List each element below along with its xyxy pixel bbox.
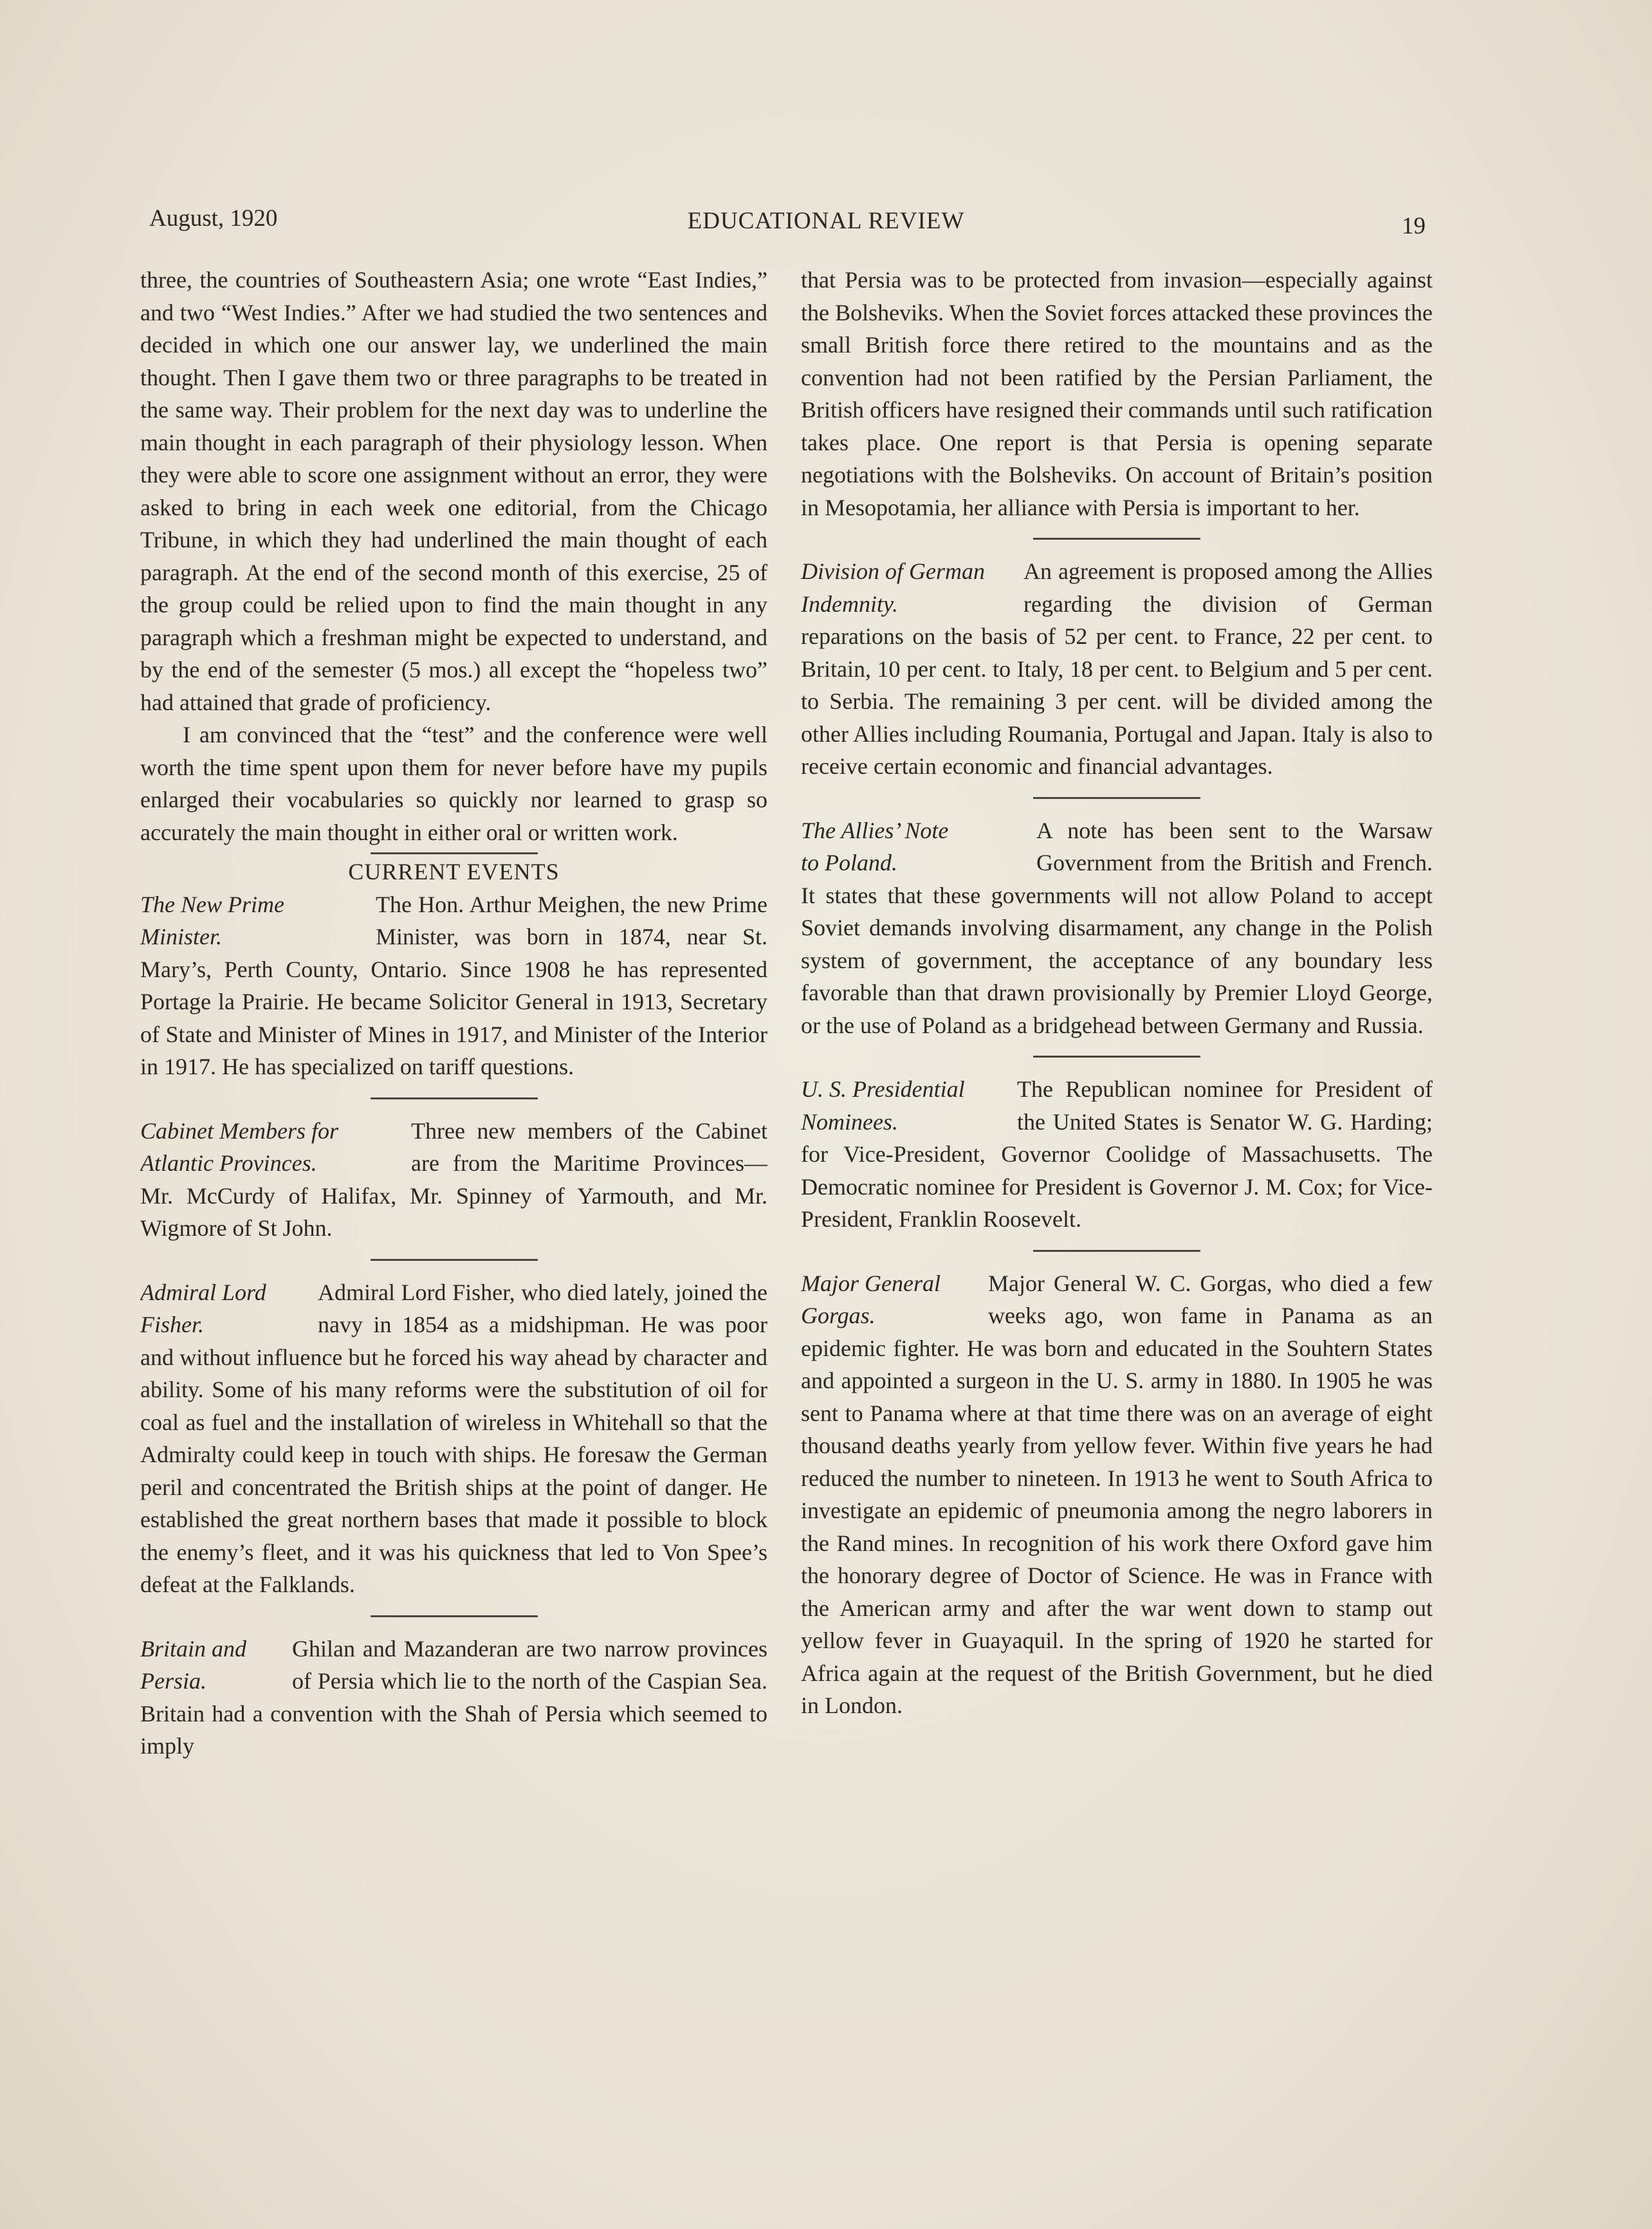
divider [1033,1056,1200,1058]
news-item-title: The Allies’ Note to Poland. [801,817,949,876]
news-item [801,1073,1433,1236]
news-item [801,814,1433,1042]
news-item-text: A note has been sent to the Warsaw Government from the British and French. It states that these governments will not allow Poland to accept Soviet demands involving disarmament, any change in the Polish system of government, the acceptance of any boundary less favorable than that drawn provisionally by Premier Lloyd George, or the use of Poland as a bridgehead between Germany and Russia. [801,817,1433,1038]
news-item [140,1115,767,1245]
left-column [140,264,767,1763]
page-number: 19 [1402,213,1426,239]
news-item-text: Ghilan and Mazanderan are two narrow provinces of Persia which lie to the north of the Caspian Sea. Britain had a convention with the Shah of Persia which seemed to imply [140,1635,767,1759]
news-item-text: The Republican nominee for President of the United States is Senator W. G. Harding; for Vice-President, Governor Coolidge of Massachusetts. The Democratic nominee for President is Governor J. M. Cox; for Vice-President, Franklin Roosevelt. [801,1076,1433,1232]
header-title: EDUCATIONAL REVIEW [687,208,965,234]
page-header [0,205,1652,243]
news-item-text: Three new members of the Cabinet are from the Maritime Provinces—Mr. McCurdy of Halifax, Mr. Spinney of Yarmouth, and Mr. Wigmore of St John. [140,1117,767,1241]
news-item-title: U. S. Presidential Nominees. [801,1076,965,1135]
article-paragraph: I am convinced that the “test” and the conference were well worth the time spent upon them for never before have my pupils enlarged their vocabularies so quickly nor learned to grasp so accurately the main thought in either oral or written work. [140,722,767,845]
divider [371,1615,538,1617]
news-item [140,888,767,1083]
divider [1033,1250,1200,1252]
divider [1033,538,1200,540]
news-item-title: Cabinet Members for Atlantic Provinces. [140,1117,338,1176]
news-item-text: The Hon. Arthur Meighen, the new Prime Minister, was born in 1874, near St. Mary’s, Perth County, Ontario. Since 1908 he has represented Portage la Prairie. He became Solicitor General in 1913, Secretary of State and Minister of Mines in 1917, and Minister of the Interior in 1917. He has specialized on tariff questions. [140,891,767,1079]
news-item-text: Major General W. C. Gorgas, who died a few weeks ago, won fame in Panama as an epidemic fighter. He was born and educated in the Souhtern States and appointed a surgeon in the U. S. army in 1880. In 1905 he was sent to Panama where at that time there was on an average of eight thousand deaths yearly from yellow fever. Within five years he had reduced the number to nineteen. In 1913 he went to South Africa to investigate an epidemic of pneumonia among the negro laborers in the Rand mines. In recognition of his work there Oxford gave him the honorary degree of Doctor of Science. He was in France with the American army and after the war went down to stamp out yellow fever in Guayaquil. In the spring of 1920 he started for Africa again at the request of the British Government, but he died in London. [801,1270,1433,1718]
news-item [801,555,1433,783]
article-paragraph: that Persia was to be protected from invasion—especially against the Bolsheviks. When the Soviet forces attacked these provinces the small British force there retired to the mountains and as the convention had not been ratified by the Persian Parliament, the British officers have resigned their commands until such ratification takes place. One report is that Persia is opening separate negotiations with the Bolsheviks. On account of Britain’s position in Mesopotamia, her alliance with Persia is important to her. [801,267,1433,520]
news-item-title: Admiral Lord Fisher. [140,1279,266,1337]
news-item-title: Division of German Indemnity. [801,558,985,617]
section-heading: CURRENT EVENTS [348,859,560,885]
news-item-text: An agreement is proposed among the Allies regarding the division of German reparations on the basis of 52 per cent. to France, 22 per cent. to Britain, 10 per cent. to Italy, 18 per cent. to Belgium and 5 per cent. to Serbia. The remaining 3 per cent. will be divided among the other Allies including Roumania, Portugal and Japan. Italy is also to receive certain economic and financial advantages. [801,558,1433,779]
news-item-text: Admiral Lord Fisher, who died lately, joined the navy in 1854 as a midshipman. He was poor and without influence but he forced his way ahead by character and ability. Some of his many reforms were the substitution of oil for coal as fuel and the installation of wireless in Whitehall so that the Admiralty could keep in touch with ships. He foresaw the German peril and concentrated the British ships at the point of danger. He established the great northern bases that made it possible to block the enemy’s fleet, and it was his quickness that led to Von Spee’s defeat at the Falklands. [140,1279,767,1597]
article-paragraph: three, the countries of Southeastern Asia; one wrote “East Indies,” and two “West Indies.” After we had studied the two sentences and decided in which one our answer lay, we underlined the main thought. Then I gave them two or three paragraphs to be treated in the same way. Their problem for the next day was to underline the main thought in each paragraph of their physiology lesson. When they were able to score one assignment without an error, they were asked to bring in each week one editorial, from the Chicago Tribune, in which they had underlined the main thought of each paragraph. At the end of the second month of this exercise, 25 of the group could be relied upon to find the main thought in any paragraph which a freshman might be expected to understand, and by the end of the semester (5 mos.) all except the “hopeless two” had attained that grade of proficiency. [140,267,767,715]
news-item-title: Major General Gorgas. [801,1270,941,1328]
divider [371,1259,538,1261]
divider [371,852,538,854]
news-item-title: The New Prime Minister. [140,891,284,949]
news-item-title: Britain and Persia. [140,1635,247,1694]
news-item [801,1267,1433,1722]
divider [371,1097,538,1099]
right-column [801,264,1433,1722]
news-item [140,1276,767,1601]
divider [1033,797,1200,799]
news-item [140,1633,767,1763]
header-date: August, 1920 [149,205,278,232]
